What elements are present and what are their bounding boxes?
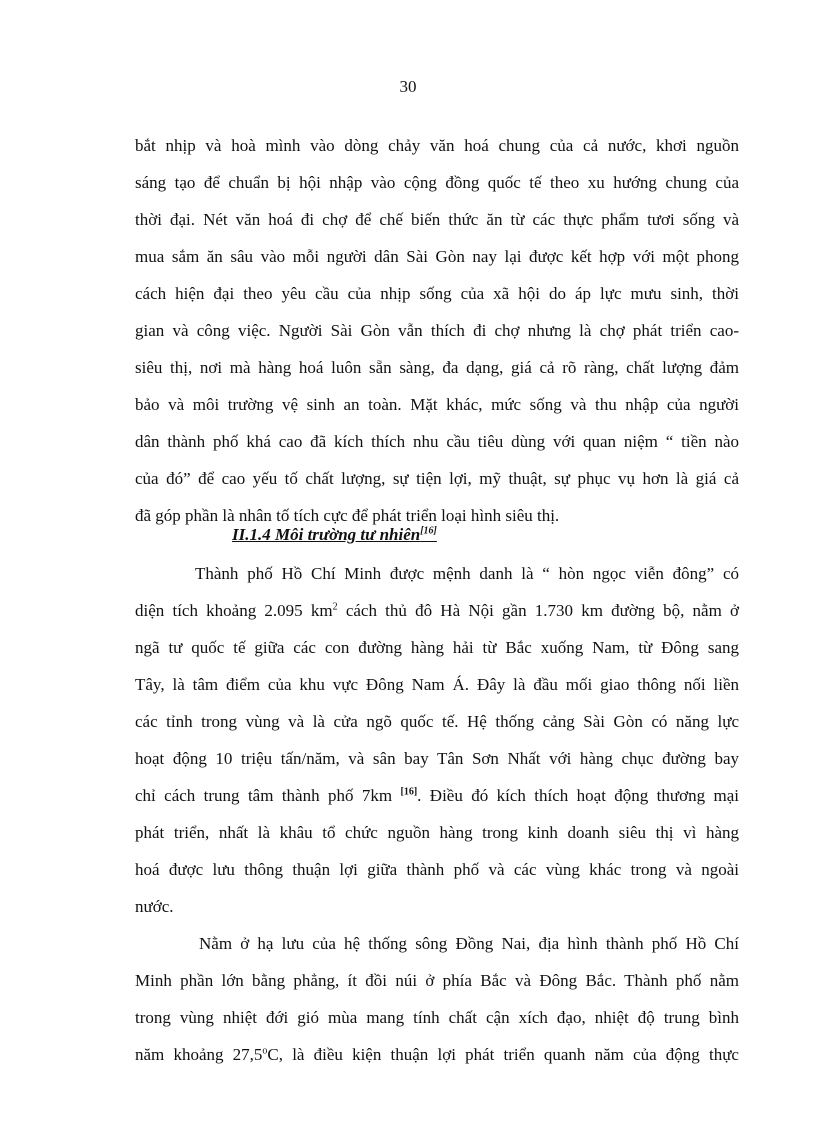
text-line: trong vùng nhiệt đới gió mùa mang tính chất cận xích đạo, nhiệt độ trung bình [135, 1008, 739, 1027]
text-line: Tây, là tâm điểm của khu vực Đông Nam Á. Đây là đầu mối giao thông nối liền [135, 675, 739, 694]
text-line: các tỉnh trong vùng và là cửa ngõ quốc tế. Hệ thống cảng Sài Gòn có năng lực [135, 712, 739, 731]
text-line: Minh phần lớn bằng phẳng, ít đồi núi ở phía Bắc và Đông Bắc. Thành phố nằm [135, 971, 739, 990]
text-line: của đó” để cao yếu tố chất lượng, sự tiện lợi, mỹ thuật, sự phục vụ hơn là giá cả [135, 469, 739, 488]
text-line: năm khoảng 27,5$^o$C, là điều kiện thuận lợi phát triển quanh năm của động thực [135, 1045, 739, 1064]
text-line: Thành phố Hồ Chí Minh được mệnh danh là “ hòn ngọc viễn đông” có [195, 564, 739, 583]
text-line: hoạt động 10 triệu tấn/năm, và sân bay Tân Sơn Nhất với hàng chục đường bay [135, 749, 739, 768]
section-heading [232, 525, 437, 545]
text-line: thời đại. Nét văn hoá đi chợ để chế biến thức ăn từ các thực phẩm tươi sống và [135, 210, 739, 229]
heading-ref: [16] [420, 525, 437, 537]
text-line: dân thành phố khá cao đã kích thích nhu cầu tiêu dùng với quan niệm “ tiền nào [135, 432, 739, 451]
text-line: Nằm ở hạ lưu của hệ thống sông Đồng Nai, địa hình thành phố Hồ Chí [199, 934, 739, 953]
text-line: đã góp phần là nhân tố tích cực để phát triển loại hình siêu thị. [135, 506, 560, 525]
superscript: o [262, 1045, 268, 1057]
text-line: mua sắm ăn sâu vào mỗi người dân Sài Gòn nay lại được kết hợp với một phong [135, 247, 739, 266]
text-line: diện tích khoảng 2.095 $km^2$ cách thủ đô Hà Nội gần 1.730 km đường bộ, nằm ở [135, 601, 739, 620]
text-line: gian và công việc. Người Sài Gòn vẫn thích đi chợ nhưng là chợ phát triển cao- [135, 321, 739, 340]
text-line: hoá được lưu thông thuận lợi giữa thành phố và các vùng khác trong và ngoài [135, 860, 739, 879]
heading-text: II.1.4 Môi trường tư nhiên [232, 525, 421, 544]
text-line: ngã tư quốc tế giữa các con đường hàng hải từ Bắc xuống Nam, từ Đông sang [135, 638, 739, 657]
text-line: chỉ cách trung tâm thành phố 7km [16]. Điều đó kích thích hoạt động thương mại [135, 786, 739, 805]
superscript: 2 [332, 601, 338, 613]
text-line: cách hiện đại theo yêu cầu của nhịp sống của xã hội do áp lực mưu sinh, thời [135, 284, 739, 303]
text-line: siêu thị, nơi mà hàng hoá luôn sẵn sàng, đa dạng, giá cả rõ ràng, chất lượng đảm [135, 358, 739, 377]
text-line: bảo và môi trường vệ sinh an toàn. Mặt khác, mức sống và thu nhập của người [135, 395, 739, 414]
text-line: phát triển, nhất là khâu tổ chức nguồn hàng trong kinh doanh siêu thị vì hàng [135, 823, 739, 842]
text-line: bắt nhịp và hoà mình vào dòng chảy văn hoá chung của cả nước, khơi nguồn [135, 136, 739, 155]
page-number: 30 [399, 77, 417, 96]
text-line: nước. [135, 897, 174, 916]
citation-ref: [16] [400, 786, 418, 798]
text-line: sáng tạo để chuẩn bị hội nhập vào cộng đồng quốc tế theo xu hướng chung của [135, 173, 739, 192]
